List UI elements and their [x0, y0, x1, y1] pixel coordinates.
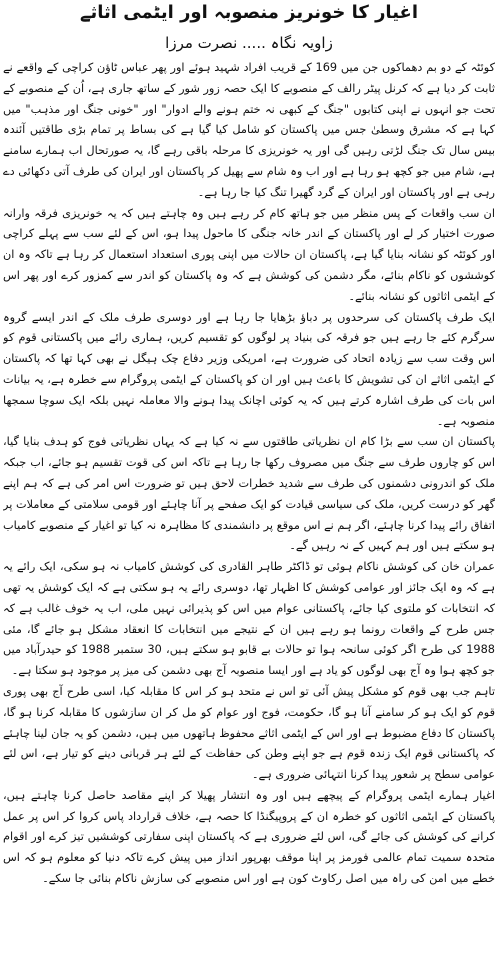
- article-byline: زاویہ نگاہ ..... نصرت مرزا: [165, 34, 333, 52]
- article-paragraph: کوئٹہ کے دو بم دھماکوں جن میں 169 کے قریب افراد شہید ہوئے اور پھر عباس ٹاؤن کراچی کے واقعے نے ثابت کر دیا ہے کہ کرنل پیٹر رالف کے منصوبے کا ایک حصہ زور شور کے ساتھ جاری ہے، اُن کے منصوبے کے تحت جو انہوں نے اپنی کتابوں "جنگ کے کبھی نہ ختم ہونے والے ادوار" اور "خونی جنگ اور مذہب" میں کہا ہے کہ مشرق وسطیٰ جس میں پاکستان کو شامل کیا گیا ہے کی بساط پر تمام بڑی طاقتیں آئندہ بیس سال تک جنگ لڑتی رہیں گی اور یہ خونریزی کا مرحلہ باقی رہے گا، یہ صورتحال اب ہمارے سامنے ہے، شام میں جو کچھ ہو رہا ہے اور اب وہ شام سے پھیل کر پاکستان اور ایران کی طرف آتی دکھائی دے رہی ہے اور پاکستان اور ایران کے گرد گھیرا تنگ کیا جا رہا ہے۔: [3, 61, 495, 199]
- article-paragraph: عمران خان کی کوشش ناکام ہوئی تو ڈاکٹر طاہر القادری کی کوشش کامیاب نہ ہو سکی، ایک رائے یہ ہے کہ وہ ایک جائز اور عوامی کوشش کا اظہار تھا، دوسری رائے یہ ہو سکتی ہے کہ ایک کوشش یہ تھی کہ انتخابات کو ملتوی کیا جائے، پاکستانی عوام میں اس کو پذیرائی نہیں ملی، اب یہ خوف غالب ہے کہ جس طرح کے واقعات رونما ہو رہے ہیں ان کے نتیجے میں انتخابات کا انعقاد مشکل ہو جائے گا، مئی 1988 کی طرح اگر کوئی سانحہ ہوا تو حالات بے قابو ہو سکتے ہیں، 30 ستمبر 1988 کو حیدرآباد میں جو کچھ ہوا وہ آج بھی لوگوں کو یاد ہے اور ایسا منصوبہ آج بھی دشمن کی میز پر موجود ہو سکتا ہے۔: [3, 560, 495, 678]
- article-paragraph: ان سب واقعات کے پس منظر میں جو ہاتھ کام کر رہے ہیں وہ چاہتے ہیں کہ یہ خونریزی فرقہ وارانہ صورت اختیار کر لے اور پاکستان کے اندر خانہ جنگی کا ماحول پیدا ہو، اس کے لئے سب سے پہلے کراچی اور کوئٹہ کو نشانہ بنایا گیا ہے، پاکستان ان حالات میں اپنی پوری استعداد استعمال کر رہا ہے تاکہ وہ ان کوششوں کو ناکام بنائے، مگر دشمن کی کوشش ہے کہ وہ پاکستان کو اندر سے کمزور کرے اور پھر اس کے ایٹمی اثاثوں کو نشانہ بنائے۔: [3, 206, 495, 303]
- article-paragraph: ایک طرف پاکستان کی سرحدوں پر دباؤ بڑھایا جا رہا ہے اور دوسری طرف ملک کے اندر ایسے گروہ سرگرم کئے جا رہے ہیں جو فرقہ کی بنیاد پر لوگوں کو تقسیم کریں، ہماری رائے میں پاکستانی قوم کو اس وقت سب سے زیادہ اتحاد کی ضرورت ہے، امریکی وزیر دفاع چک ہیگل نے بھی کہا تھا کہ پاکستان کے ایٹمی اثاثے ان کی تشویش کا باعث ہیں اور ان کو پاکستان کے ایٹمی پروگرام سے خطرہ ہے، یہ بیانات اس بات کی طرف اشارہ کرتے ہیں کہ یہ کوئی اچانک پیدا ہونے والا معاملہ نہیں بلکہ ایک سوچا سمجھا منصوبہ ہے۔: [3, 310, 495, 428]
- article-headline: اغیار کا خونریز منصوبہ اور ایٹمی اثاثے: [79, 2, 419, 23]
- article-paragraph: اغیار ہمارے ایٹمی پروگرام کے پیچھے ہیں اور وہ انتشار پھیلا کر اپنے مقاصد حاصل کرنا چاہتے ہیں، پاکستان کے ایٹمی اثاثوں کو خطرہ ان کے پروپیگنڈا کا حصہ ہے، خلاف قرارداد پاس کروا کر اس پر عمل کرانے کی کوشش کی جائے گی، اس لئے ضروری ہے کہ پاکستان اپنی سفارتی کوششیں تیز کرے اور اقوام متحدہ سمیت تمام عالمی فورمز پر اپنا موقف بھرپور انداز میں پیش کرے تاکہ دنیا کو معلوم ہو کہ اس خطے میں امن کی راہ میں اصل رکاوٹ کون ہے اور اس منصوبے کی سازش ناکام بنائی جا سکے۔: [3, 788, 495, 886]
- article-body: [3, 58, 495, 974]
- article-paragraph: تاہم جب بھی قوم کو مشکل پیش آئی تو اس نے متحد ہو کر اس کا مقابلہ کیا، اسی طرح آج بھی پوری قوم کو ایک ہو کر سامنے آنا ہو گا، حکومت، فوج اور عوام کو مل کر ان سازشوں کا مقابلہ کرنا ہو گا، پاکستان کا دفاع مضبوط ہے اور اس کے ایٹمی اثاثے محفوظ ہاتھوں میں ہیں، دشمن کو یہ جان لینا چاہئے کہ پاکستانی قوم ایک زندہ قوم ہے جو اپنے وطن کی حفاظت کے لئے ہر قربانی دینے کو تیار ہے، اس لئے عوامی سطح پر شعور پیدا کرنا انتہائی ضروری ہے۔: [3, 684, 495, 782]
- article-paragraph: پاکستان ان سب سے بڑا کام ان نظریاتی طاقتوں سے نہ کیا ہے کہ یہاں نظریاتی فوج کو ہدف بنایا گیا، اس کو چاروں طرف سے جنگ میں مصروف رکھا جا رہا ہے تاکہ اس کی قوت تقسیم ہو جائے، اب جبکہ ملک کو اندرونی دشمنوں کی طرف سے شدید خطرات لاحق ہیں تو ضرورت اس امر کی ہے کہ ہم اپنے گھر کو درست کریں، ملک کی سیاسی قیادت کو ایک صفحے پر آنا چاہئے اور قومی سلامتی کے معاملات پر اتفاق رائے پیدا کرنا چاہئے، اگر ہم نے اس موقع پر دانشمندی کا مظاہرہ نہ کیا تو اغیار کے منصوبے کامیاب ہو سکتے ہیں اور ہم کہیں کے نہ رہیں گے۔: [3, 435, 495, 553]
